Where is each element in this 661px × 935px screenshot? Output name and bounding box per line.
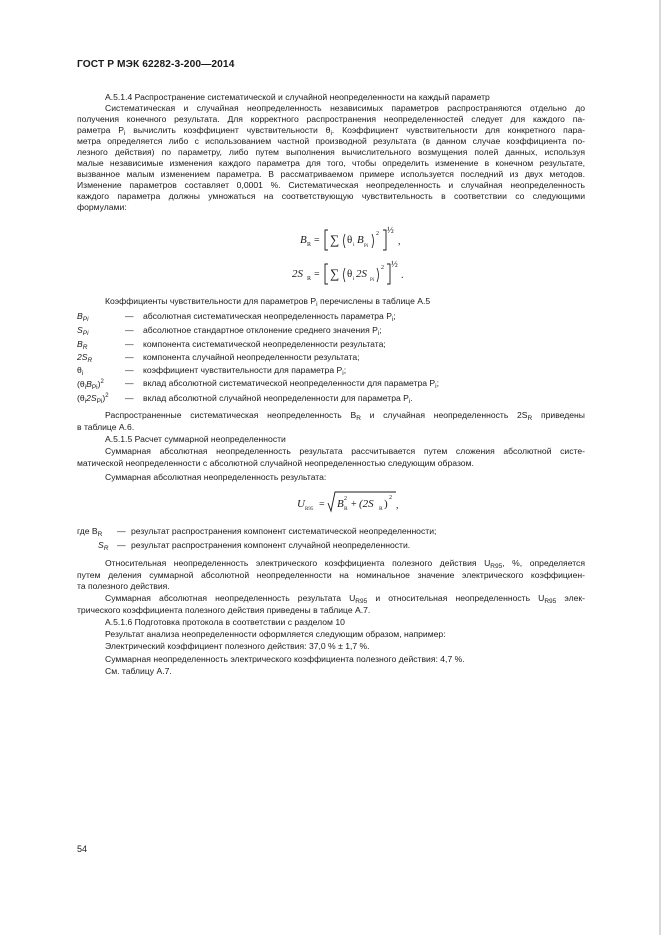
definition-symbol: $S_{Pi}$ (77, 325, 89, 337)
paragraph-line: вызванное малым изменением параметра. В рассматриваемом примере используется последний из двух методов. (77, 169, 585, 179)
formula-text: ) (384, 498, 388, 510)
formula-text: B (300, 234, 307, 246)
formula-text: B (337, 498, 344, 510)
where-symbol: $S_R$ (98, 540, 109, 552)
formula-text: ∑ (330, 266, 340, 281)
formula-text: R95 (305, 507, 314, 512)
definition-text: абсолютная систематическая неопределенность параметра $P_i$; (143, 311, 396, 323)
formula-text: Pi (370, 278, 375, 283)
formula-text: 2S (292, 268, 303, 280)
summary-line: Суммарная абсолютная неопределенность результата $U_{R95}$ и относительная неопределенность $U_{R95}$ элек- (105, 593, 585, 605)
paragraph-line: Суммарная абсолютная неопределенность результата рассчитывается путем сложения абсолютной систе- (105, 446, 585, 456)
formula-random (283, 256, 413, 292)
formula-systematic (290, 222, 420, 258)
formula-text: = (314, 269, 320, 280)
formula-text: . (401, 270, 404, 281)
definition-dash: — (125, 311, 134, 321)
definition-dash: — (125, 325, 134, 335)
formula-text: ½ (387, 225, 394, 235)
definition-symbol: $2S_R$ (77, 352, 93, 364)
formula-text: 2 (389, 495, 392, 501)
propagated-line: в таблице А.6. (77, 422, 135, 432)
paragraph-line: Суммарная абсолютная неопределенность результата: (105, 472, 327, 482)
summary-line: трического коэффициента полезного действия приведены в таблице А.7. (77, 605, 371, 615)
definition-symbol: $(\theta_i2S_{Pi})^2$ (77, 392, 109, 405)
definition-text: компонента систематической неопределенности результата; (143, 339, 386, 349)
definition-dash: — (125, 365, 134, 375)
definition-text: вклад абсолютной систематической неопределенности для параметра $P_i$; (143, 378, 439, 390)
paragraph-line: Изменение параметров составляет 0,0001 %. Систематическая неопределенность и случайная неопределенность (77, 180, 585, 190)
formula-text: ½ (391, 259, 398, 269)
formula-text: , (396, 500, 399, 511)
document-header: ГОСТ Р МЭК 62282-3-200—2014 (77, 59, 235, 70)
paragraph-line: Систематическая и случайная неопределенность независимых параметров распространяются отдельно до (105, 103, 585, 113)
definition-text: компонента случайной неопределенности результата; (143, 352, 360, 362)
formula-text: i (353, 242, 355, 248)
relative-line: Относительная неопределенность электрического коэффициента полезного действия $U_{R95}$, %, определяется (105, 558, 585, 570)
where-text: результат распространения компонент систематической неопределенности; (131, 526, 437, 536)
definition-dash: — (125, 393, 134, 403)
paragraph-line: каждого параметра должны умножаться на соответствующую чувствительность в соответствии со следующими (77, 191, 585, 201)
where-text: результат распространения компонент случайной неопределенности. (131, 540, 411, 550)
propagated-line: Распространенные систематическая неопределенность $B_R$ и случайная неопределенность $2S_R$ приведены (105, 410, 585, 422)
paragraph-line: Электрический коэффициент полезного действия: 37,0 % ± 1,7 %. (105, 641, 370, 651)
paragraph-line: метра определяется либо с использованием частной производной результата (в данном случае коэффициента по- (77, 136, 585, 146)
definition-text: коэффициент чувствительности для параметра $P_i$; (143, 365, 347, 377)
paragraph-line: лезного действия) по параметру, либо путем выполнения вычислительного возмущения полей данных, используя (77, 147, 585, 157)
section-a515-heading: А.5.1.5 Расчет суммарной неопределенности (105, 434, 286, 444)
formula-text: θ (347, 234, 353, 246)
definition-text: абсолютное стандартное отклонение среднего значения $P_i$; (143, 325, 382, 337)
relative-line: путем деления суммарной абсолютной неопределенности на номинальное значение электрического коэффициен- (77, 570, 585, 580)
formula-text: R (307, 276, 312, 282)
formula-text: Pi (364, 244, 369, 249)
formula-total (292, 488, 442, 518)
coefficients-intro: Коэффициенты чувствительности для параметров $P_i$ перечислены в таблице А.5 (105, 296, 431, 308)
formula-text: = (314, 235, 320, 246)
paragraph-line: малые независимые изменения каждого параметра для того, чтобы определить изменение в конечном результате, (77, 158, 585, 168)
definition-text: вклад абсолютной случайной неопределенности для параметра $P_i$. (143, 393, 413, 405)
definition-symbol: $\theta_i$ (77, 365, 84, 377)
section-a516-heading: А.5.1.6 Подготовка протокола в соответствии с разделом 10 (105, 617, 345, 627)
paragraph-line: Результат анализа неопределенности оформляется следующим образом, например: (105, 629, 446, 639)
formula-text: B (357, 234, 364, 246)
formula-text: 2 (344, 496, 347, 502)
paragraph-line: матической неопределенности с абсолютной случайной неопределенностью следующим образом. (77, 458, 474, 468)
where-dash: — (117, 540, 126, 550)
definition-dash: — (125, 352, 134, 362)
formula-text: R (307, 242, 312, 248)
formula-text: 2S (356, 268, 367, 280)
formula-text: + (351, 499, 357, 510)
where-line-1: где $B_R$ (77, 526, 103, 538)
formula-text: 2 (376, 231, 379, 237)
where-dash: — (117, 526, 126, 536)
formula-text: ∑ (330, 232, 340, 247)
formula-text: (2S (359, 498, 374, 510)
definition-symbol: $B_R$ (77, 339, 88, 351)
formula-text: , (398, 236, 401, 247)
definition-dash: — (125, 339, 134, 349)
relative-line: та полезного действия. (77, 581, 170, 591)
paragraph-line: получения конечного результата. Для корректного распространения неопределенностей следует для каждого па- (77, 114, 585, 124)
paragraph-line: Суммарная неопределенность электрического коэффициента полезного действия: 4,7 %. (105, 654, 465, 664)
paragraph-line: раметра $P_i$ вычислить коэффициент чувствительности $\theta_i$. Коэффициент чувствительности для конкретного пара- (77, 125, 586, 137)
paragraph-line: См. таблицу А.7. (105, 666, 172, 676)
formula-text: U (297, 498, 305, 510)
page-number: 54 (77, 844, 88, 854)
formula-text: i (353, 276, 355, 282)
section-a514-heading: А.5.1.4 Распространение систематической и случайной неопределенности на каждый параметр (105, 92, 490, 102)
formula-text: R (344, 506, 348, 512)
definition-dash: — (125, 378, 134, 388)
formula-text: θ (347, 268, 353, 280)
definition-symbol: $(\theta_iB_{Pi})^2$ (77, 378, 104, 391)
definition-symbol: $B_{Pi}$ (77, 311, 89, 323)
paragraph-line: формулами: (77, 202, 127, 212)
formula-text: R (379, 506, 383, 512)
formula-text: 2 (381, 265, 384, 271)
formula-text: = (319, 499, 325, 510)
